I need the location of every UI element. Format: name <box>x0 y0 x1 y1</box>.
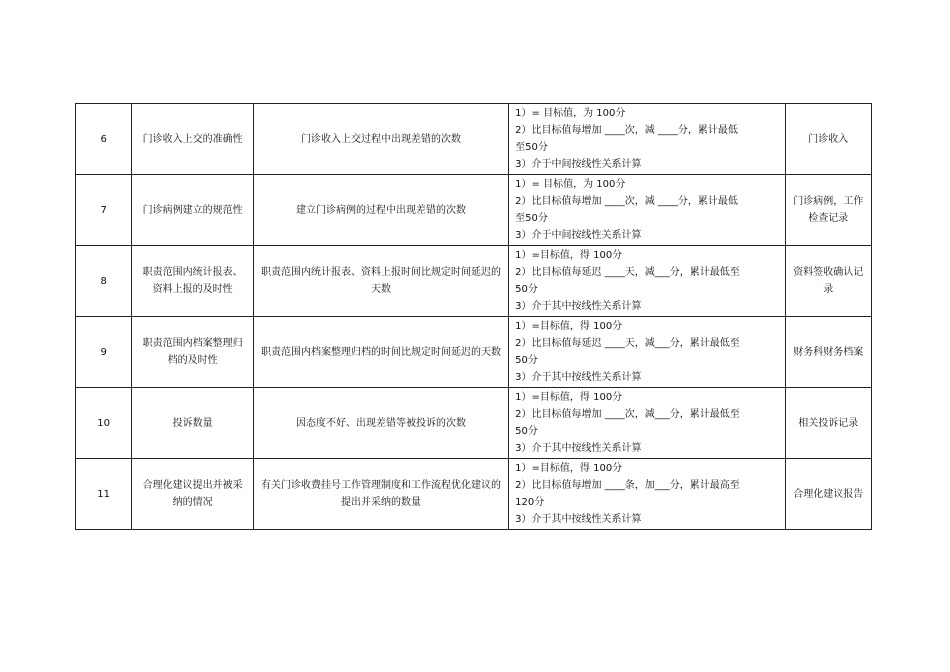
row-number: 9 <box>76 317 132 388</box>
scoring-rule-line: 1）=目标值，得 100分 <box>515 250 623 261</box>
scoring-rules <box>509 459 785 530</box>
table-row <box>76 175 872 246</box>
indicator-definition: 门诊收入上交过程中出现差错的次数 <box>253 104 508 175</box>
scoring-rule-line: 3）介于中间按线性关系计算 <box>515 230 642 241</box>
kpi-table-body <box>76 104 872 530</box>
scoring-rule-line: 2）比目标值每增加 ____次，减___分，累计最低至 <box>515 409 740 420</box>
table-row <box>76 388 872 459</box>
scoring-rule-line: 2）比目标值每增加 ____次，减 ____分，累计最低 <box>515 125 738 136</box>
data-source: 门诊病例，工作检查记录 <box>785 175 871 246</box>
indicator-definition: 因态度不好、出现差错等被投诉的次数 <box>253 388 508 459</box>
scoring-rule-line: 50分 <box>515 355 538 366</box>
data-source: 财务科财务档案 <box>785 317 871 388</box>
scoring-rule-line: 1）= 目标值，为 100分 <box>515 179 626 190</box>
scoring-rule-line: 50分 <box>515 426 538 437</box>
row-number: 7 <box>76 175 132 246</box>
scoring-rule-line: 120分 <box>515 497 545 508</box>
scoring-rule-line: 3）介于其中按线性关系计算 <box>515 514 642 525</box>
indicator-name: 门诊病例建立的规范性 <box>132 175 254 246</box>
scoring-rule-line: 3）介于其中按线性关系计算 <box>515 301 642 312</box>
table-row <box>76 317 872 388</box>
scoring-rules <box>509 388 785 459</box>
row-number: 11 <box>76 459 132 530</box>
row-number: 8 <box>76 246 132 317</box>
data-source: 门诊收入 <box>785 104 871 175</box>
scoring-rules <box>509 246 785 317</box>
scoring-rules <box>509 104 785 175</box>
indicator-definition: 建立门诊病例的过程中出现差错的次数 <box>253 175 508 246</box>
row-number: 6 <box>76 104 132 175</box>
indicator-name: 投诉数量 <box>132 388 254 459</box>
data-source: 资料签收确认记录 <box>785 246 871 317</box>
scoring-rule-line: 2）比目标值每增加 ____次，减 ____分，累计最低 <box>515 196 738 207</box>
row-number: 10 <box>76 388 132 459</box>
scoring-rule-line: 1）= 目标值，为 100分 <box>515 108 626 119</box>
indicator-name: 合理化建议提出并被采纳的情况 <box>132 459 254 530</box>
indicator-name: 职责范围内档案整理归档的及时性 <box>132 317 254 388</box>
table-row <box>76 246 872 317</box>
indicator-definition: 职责范围内统计报表、资料上报时间比规定时间延迟的天数 <box>253 246 508 317</box>
scoring-rule-line: 3）介于其中按线性关系计算 <box>515 443 642 454</box>
kpi-table <box>75 103 872 530</box>
scoring-rule-line: 至50分 <box>515 142 548 153</box>
scoring-rule-line: 1）=目标值，得 100分 <box>515 392 623 403</box>
indicator-definition: 职责范围内档案整理归档的时间比规定时间延迟的天数 <box>253 317 508 388</box>
scoring-rule-line: 1）=目标值，得 100分 <box>515 321 623 332</box>
scoring-rule-line: 2）比目标值每延迟 ____天，减___分，累计最低至 <box>515 267 740 278</box>
scoring-rule-line: 2）比目标值每增加 ____条，加___分，累计最高至 <box>515 480 740 491</box>
indicator-name: 门诊收入上交的准确性 <box>132 104 254 175</box>
indicator-definition: 有关门诊收费挂号工作管理制度和工作流程优化建议的提出并采纳的数量 <box>253 459 508 530</box>
table-row <box>76 104 872 175</box>
scoring-rules <box>509 175 785 246</box>
data-source: 相关投诉记录 <box>785 388 871 459</box>
scoring-rules <box>509 317 785 388</box>
scoring-rule-line: 50分 <box>515 284 538 295</box>
scoring-rule-line: 2）比目标值每延迟 ____天，减___分，累计最低至 <box>515 338 740 349</box>
scoring-rule-line: 1）=目标值，得 100分 <box>515 463 623 474</box>
table-row <box>76 459 872 530</box>
scoring-rule-line: 3）介于中间按线性关系计算 <box>515 159 642 170</box>
data-source: 合理化建议报告 <box>785 459 871 530</box>
scoring-rule-line: 至50分 <box>515 213 548 224</box>
scoring-rule-line: 3）介于其中按线性关系计算 <box>515 372 642 383</box>
indicator-name: 职责范围内统计报表、资料上报的及时性 <box>132 246 254 317</box>
